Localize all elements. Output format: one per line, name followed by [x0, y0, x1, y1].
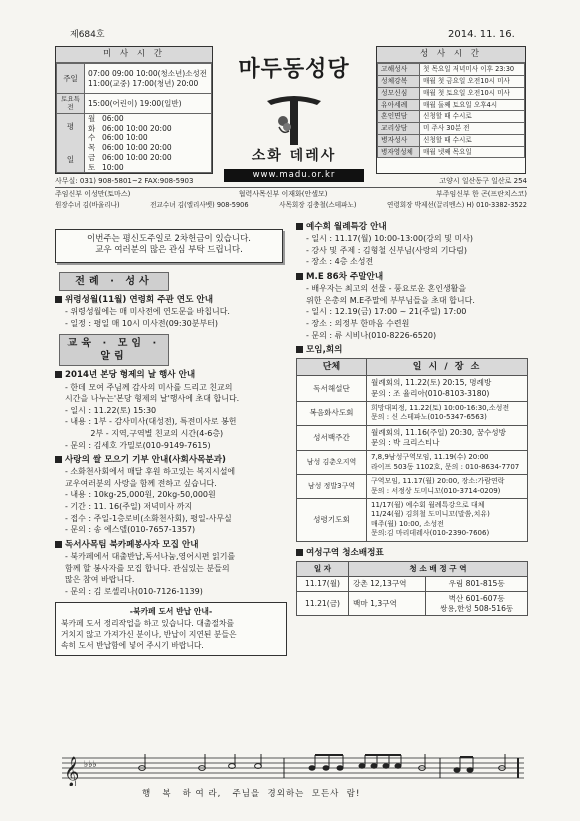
svg-text:𝄞: 𝄞	[64, 757, 80, 786]
song-lyrics: 행 복 하 여 라, 주님을 경외하는 모든사 람!	[142, 789, 361, 800]
weekday-label: 월	[88, 113, 96, 123]
notice-line: - 문의 : 김세호 가밀로(010-9149-7615)	[65, 440, 211, 450]
issue-number: 제684호	[70, 30, 105, 40]
mass-times: 07:00 09:00 10:00(청소년)소성전 11:00(교중) 17:00(청년) 20:00	[85, 64, 212, 94]
notice-title: 2014년 본당 형제의 날 행사 안내	[65, 370, 196, 381]
notice-line: 2부 - 지역,구역별 친교의 시간(4-6층)	[65, 428, 224, 438]
notice-line: 시간을 나누는'본당 형제의 날'행사에 초대 합니다.	[65, 394, 240, 404]
notice-line: 교우여러분의 사랑을 함께 전하고 싶습니다.	[65, 478, 217, 488]
assistant-priest: 협력사목신부 이재화(안셀모)	[238, 190, 328, 199]
notice-line: - 문의 : 류 시비나(010-8226-6520)	[306, 330, 437, 340]
column-header: 일 자	[297, 561, 349, 576]
notice-line: - 강사 및 주제 : 김형철 신부님(사랑의 기다림)	[306, 245, 467, 255]
sacrament-name: 유아세례	[378, 99, 420, 111]
sacrament-time: 신청할 때 수시로	[420, 111, 525, 123]
weekday-label: 화	[88, 123, 96, 133]
book-return-line: 거치지 않고 가져가신 분이나, 반납이 지연된 분들은	[61, 629, 237, 639]
sacrament-time: 매월 첫 토요일 오전10시 미사	[420, 87, 525, 99]
notice-line: - 일시 : 12.19(금) 17:00 ~ 21(주일) 17:00	[306, 307, 467, 317]
parish-logo-block	[218, 46, 370, 180]
right-column	[296, 222, 528, 616]
notice-line: - 장소 : 4층 소성전	[306, 257, 374, 267]
book-return-title: -북카페 도서 반납 안내-	[129, 607, 213, 617]
mass-table	[56, 63, 212, 173]
mass-day-weekday: 평 일	[57, 113, 85, 173]
left-column	[55, 272, 287, 656]
notice-title: 독서사목팀 북카페봉사자 모집 안내	[65, 539, 199, 550]
notice-line: - 접수 : 주일-1층로비(소화천사회), 평일-사무실	[65, 513, 232, 523]
weekday-label: 토	[88, 162, 96, 172]
notice-line: 위한 은총의 M.E주말에 부부님들을 초대 합니다.	[306, 295, 475, 305]
notice-line: - 위령성월에는 매 미사전에 연도문을 바칩니다.	[65, 307, 230, 317]
notice-line: - 한데 모여 주님께 감사의 미사를 드리고 친교의	[65, 382, 233, 392]
sacrament-title: 성 사 시 간	[377, 47, 525, 63]
schedule-detail: 11/17(월) 예수회 월례특강으로 대체 11/24(월) 김희철 도미니꼬(말씀,치유) 매주(월) 10:00, 소성전 문의:김 마리데레사(010-2390-7606)	[367, 499, 528, 542]
contact-block	[55, 177, 527, 210]
column-header: 일 시 / 장 소	[367, 359, 528, 376]
sacrament-table	[377, 63, 525, 158]
column-header: 단체	[297, 359, 367, 376]
weekday-times: 06:00	[102, 113, 124, 123]
notice-title: 여성구역 청소배정표	[306, 547, 384, 558]
sacrament-name: 병자성사	[378, 135, 420, 147]
notice-title: 위령성월(11월) 연령회 주관 연도 안내	[65, 295, 214, 305]
sacrament-name: 교리상담	[378, 123, 420, 135]
notice-line: - 일시 : 11.22(토) 15:30	[65, 405, 157, 415]
notice-line: - 일정 : 평일 매 10시 미사전(09:30분부터)	[65, 318, 219, 328]
clean-area: 강촌 12,13구역	[349, 576, 426, 591]
notice-line: - 배우자는 최고의 선물 - 풍요로운 혼인생활을	[306, 284, 467, 294]
sacrament-time: 미 주사 30분 전	[420, 123, 525, 135]
sacrament-time: 첫 목요일 저녁미사 이후 23:30	[420, 64, 525, 76]
meeting-schedule-table	[296, 358, 528, 542]
cross-rose-icon	[259, 85, 329, 147]
notice-line: 함께 할 봉사자를 모집 합니다. 관심있는 분들의	[65, 563, 230, 573]
notice-box: 이번주는 평신도주일로 2차헌금이 있습니다. 교우 여러분의 많은 관심 부탁 드립니다.	[55, 229, 283, 263]
clean-date: 11.21(금)	[297, 591, 349, 616]
group-name: 남성 김춘오지역	[297, 451, 367, 475]
parish-url[interactable]: www.madu.or.kr	[224, 169, 364, 182]
group-name: 성령기도회	[297, 499, 367, 542]
sacrament-name: 병자영성체	[378, 146, 420, 158]
mass-times: 15:00(어린이) 19:00(일반)	[85, 94, 212, 114]
schedule-detail: 7,8,9남성구역모임, 11.19(수) 20:00 라이프 503동 1102호, 문의 : 010-8634-7707	[367, 451, 528, 475]
cleaning-table	[296, 561, 528, 616]
weekday-label: 목	[88, 143, 96, 153]
schedule-detail: 구역모임, 11.17(월) 20:00, 장소:가람연락 문의 : 서정상 도미니꼬(010-3714-0209)	[367, 475, 528, 499]
sacrament-time: 매월 둘째 토요일 오후4시	[420, 99, 525, 111]
associate-priest: 부주임신부 한 곤(프란치스코)	[435, 190, 527, 199]
parish-name: 마두동성당	[238, 57, 350, 82]
schedule-detail: 희망대피정, 11.22(토) 10:00-16:30,소성전 문의 : 신 스테파노(010-5347-6563)	[367, 401, 528, 425]
sacrament-time: 매월 넷째 목요일	[420, 146, 525, 158]
issue-date: 2014. 11. 16.	[448, 29, 515, 40]
head-sister: 원장수녀 김(바울리나)	[55, 201, 120, 210]
group-name: 성서백주간	[297, 425, 367, 451]
sacrament-time: 매월 첫 금요일 오전10시 미사	[420, 75, 525, 87]
notice-line: - 북카페에서 대출반납,독서나눔,영어시편 읽기를	[65, 552, 236, 561]
weekday-times: 06:00 10:00	[102, 133, 148, 143]
weekday-label: 수	[88, 133, 96, 143]
notice-line: - 장소 : 의정부 한마음 수련원	[306, 318, 410, 328]
mass-times-panel	[55, 46, 213, 174]
sacrament-time: 신청할 때 수시로	[420, 135, 525, 147]
notice-line: - 기간 : 11. 16(주일) 저녁미사 까지	[65, 502, 193, 512]
notice-line: - 내용 : 1부 - 감사미사(대성전), 특전미사로 봉헌	[65, 417, 237, 427]
funeral-rep: 연령회장 박제선(끌리멘스) H) 010-3382-3522	[387, 201, 527, 210]
book-return-box	[55, 602, 287, 655]
section-education: 교육 · 모임 · 알림	[59, 334, 169, 366]
notice-title: 사랑의 쌀 모으기 기부 안내(사회사목분과)	[65, 455, 226, 466]
sacrament-times-panel	[376, 46, 526, 174]
column-header: 청 소 배 정 구 역	[349, 561, 528, 576]
office-phone: 사무실: 031) 908-5801~2 FAX:908-5903	[55, 177, 194, 185]
notice-line: - 문의 : 송 에스델(010-7657-1357)	[65, 525, 196, 535]
group-name: 독서해설단	[297, 376, 367, 402]
clean-area: 벽산 601-607동 쌍용,한성 508-516동	[426, 591, 528, 616]
mass-day: 토요특전	[57, 94, 85, 114]
sacrament-name: 고해성사	[378, 64, 420, 76]
sacrament-name: 성체강복	[378, 75, 420, 87]
council-president: 사목회장 김충철(스테파노)	[279, 201, 357, 210]
sacrament-name: 성모신심	[378, 87, 420, 99]
svg-text:♭♭♭: ♭♭♭	[84, 760, 97, 770]
notice-title: 모임,회의	[306, 345, 343, 356]
clean-area: 우림 801-815동	[426, 576, 528, 591]
notice-line: - 문의 : 김 로셀리나(010-7126-1139)	[65, 586, 203, 596]
weekday-times: 06:00 10:00 20:00	[102, 152, 172, 162]
notice-title: M.E 86차 주말안내	[306, 271, 384, 282]
group-name: 남성 정발3구역	[297, 475, 367, 499]
pastor: 주임신부 이성만(토마스)	[55, 190, 131, 199]
weekday-times: 10:00	[102, 162, 124, 172]
book-return-line: 북카페 도서 정리작업을 하고 있습니다. 대출절차를	[61, 618, 235, 628]
parish-patron: 소화 데레사	[251, 147, 337, 164]
clean-area: 백마 1,3구역	[349, 591, 426, 616]
notice-line: 많은 참여 바랍니다.	[65, 575, 135, 585]
group-name: 복음화사도회	[297, 401, 367, 425]
sacrament-name: 혼인면담	[378, 111, 420, 123]
weekday-times: 06:00 10:00 20:00	[102, 123, 172, 133]
weekday-label: 금	[88, 152, 96, 162]
clean-date: 11.17(월)	[297, 576, 349, 591]
notice-title: 예수회 월례특강 안내	[306, 222, 387, 232]
music-staff	[62, 752, 524, 798]
mass-title: 미 사 시 간	[56, 47, 212, 63]
book-return-line: 속히 도서 반납함에 넣어 주시기 바랍니다.	[61, 641, 204, 651]
music-notes-icon	[62, 752, 524, 786]
weekday-times: 06:00 10:00 20:00	[102, 143, 172, 153]
schedule-detail: 월례회의, 11.16(주일) 20:30, 꿈수성방 문의 : 박 크리스티나	[367, 425, 528, 451]
mass-day: 주일	[57, 64, 85, 94]
section-liturgy: 전례 · 성사	[59, 272, 169, 291]
notice-line: - 내용 : 10kg-25,000원, 20kg-50,000원	[65, 490, 216, 500]
address: 고양시 일산동구 일산로 254	[439, 177, 527, 185]
schedule-detail: 월례회의, 11.22(토) 20:15, 명례방 문의 : 조 율리아(010-8103-3180)	[367, 376, 528, 402]
notice-line: - 일시 : 11.17(월) 10:00-13:00(강의 및 미사)	[306, 234, 474, 244]
mission-sister: 전교수녀 김(엘리사벳) 908-5906	[150, 201, 249, 210]
notice-line: - 소화천사회에서 매달 후원 하고있는 복지시설에	[65, 467, 236, 477]
